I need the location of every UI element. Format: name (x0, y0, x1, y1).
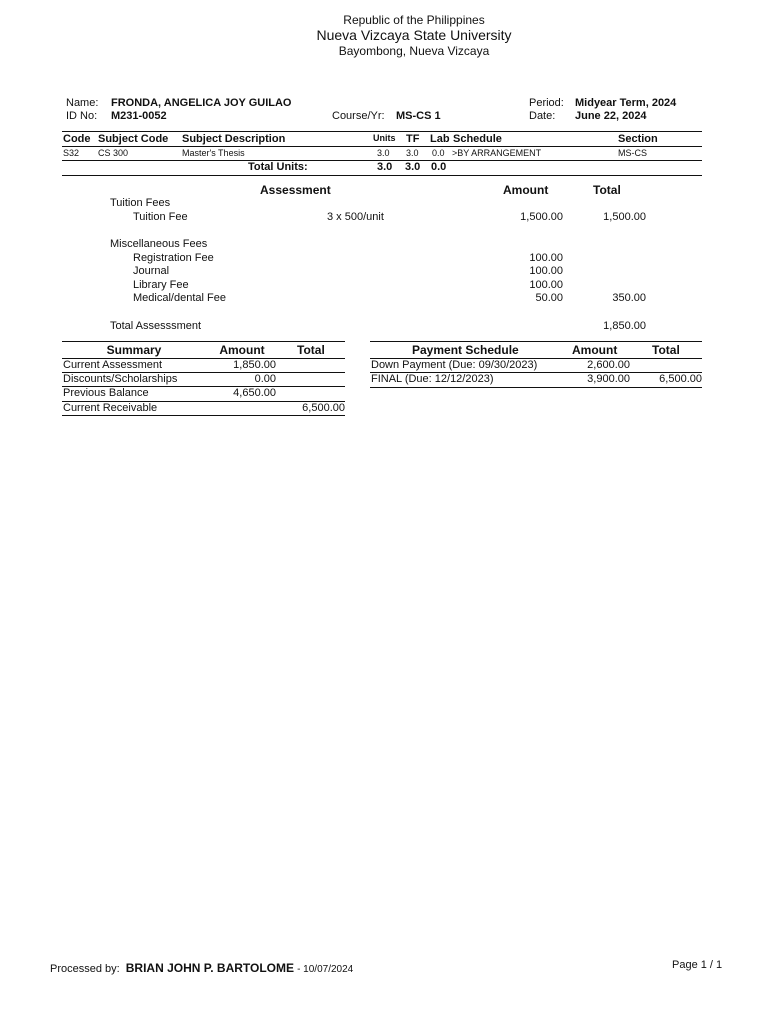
summary-row-label: Current Assessment (63, 359, 163, 371)
period-label: Period: (529, 97, 564, 109)
payment-bottom-rule (370, 387, 702, 388)
assessment-amount-heading: Amount (503, 183, 549, 197)
page-number: Page 1 / 1 (672, 959, 723, 971)
col-units: Units (373, 133, 396, 143)
summary-row-total: 6,500.00 (302, 402, 345, 414)
university-name: Nueva Vizcaya State University (316, 27, 512, 43)
tuition-amount: 1,500.00 (520, 211, 563, 223)
subjects-bottom-rule (62, 175, 702, 176)
row-units: 3.0 (377, 148, 390, 158)
misc-group-label: Miscellaneous Fees (110, 238, 208, 250)
period-value: Midyear Term, 2024 (575, 97, 677, 109)
tuition-fee-label: Tuition Fee (133, 211, 188, 223)
summary-row-label: Previous Balance (63, 387, 149, 399)
misc-item-label: Medical/dental Fee (133, 292, 226, 304)
total-tf-value: 3.0 (405, 161, 421, 173)
summary-bottom-rule (62, 415, 345, 416)
course-year: MS-CS 1 (396, 110, 441, 122)
total-assessment-label: Total Assesssment (110, 320, 202, 332)
payment-row-amount: 2,600.00 (587, 359, 630, 371)
row-code: S32 (63, 148, 80, 158)
col-subject-code: Subject Code (98, 133, 169, 145)
payment-total-heading: Total (652, 343, 680, 357)
total-lab-value: 0.0 (431, 161, 447, 173)
footer-processed (50, 961, 353, 975)
payment-row-amount: 3,900.00 (587, 373, 630, 385)
processed-date: - 10/07/2024 (297, 964, 354, 975)
subjects-top-rule (62, 131, 702, 132)
col-tf: TF (406, 133, 420, 145)
processed-by-label: Processed by: (50, 963, 120, 975)
row-subject-code: CS 300 (98, 148, 129, 158)
processed-by-name: BRIAN JOHN P. BARTOLOME (125, 961, 295, 975)
misc-item-amount: 50.00 (535, 292, 563, 304)
assessment-total-heading: Total (593, 183, 621, 197)
total-units-label: Total Units: (248, 161, 308, 173)
student-name: FRONDA, ANGELICA JOY GUILAO (111, 97, 292, 109)
misc-item-amount: 100.00 (529, 279, 563, 291)
total-assessment-value: 1,850.00 (603, 320, 646, 332)
payment-row-label: Down Payment (Due: 09/30/2023) (371, 359, 538, 371)
payment-row-total: 6,500.00 (659, 373, 702, 385)
subjects-header-rule (62, 146, 702, 147)
date-value: June 22, 2024 (575, 110, 647, 122)
tuition-total: 1,500.00 (603, 211, 646, 223)
misc-total: 350.00 (612, 292, 646, 304)
tuition-group-label: Tuition Fees (110, 197, 171, 209)
name-label: Name: (66, 97, 99, 109)
row-section: MS-CS (618, 148, 647, 158)
misc-item-label: Library Fee (133, 279, 189, 291)
course-label: Course/Yr: (332, 110, 385, 122)
tuition-rate: 3 x 500/unit (327, 211, 384, 223)
header-line-3: Bayombong, Nueva Vizcaya (338, 44, 490, 58)
summary-row-amount: 1,850.00 (233, 359, 276, 371)
summary-total-heading: Total (297, 343, 325, 357)
col-section: Section (618, 133, 658, 145)
col-schedule: Schedule (453, 133, 502, 145)
summary-row-amount: 0.00 (254, 373, 276, 385)
summary-row-label: Discounts/Scholarships (63, 373, 178, 385)
summary-row-label: Current Receivable (63, 402, 158, 414)
total-units-value: 3.0 (377, 161, 393, 173)
row-tf: 3.0 (406, 148, 419, 158)
misc-item-label: Journal (133, 265, 170, 277)
student-id: M231-0052 (111, 110, 167, 122)
date-label: Date: (529, 110, 556, 122)
col-code: Code (63, 133, 91, 145)
col-description: Subject Description (182, 133, 286, 145)
summary-amount-heading: Amount (219, 343, 265, 357)
payment-schedule-heading: Payment Schedule (412, 343, 519, 357)
summary-heading: Summary (106, 343, 162, 357)
payment-top-rule (370, 341, 702, 342)
summary-row-amount: 4,650.00 (233, 387, 276, 399)
row-lab: 0.0 (432, 148, 445, 158)
row-description: Master's Thesis (182, 148, 245, 158)
misc-item-amount: 100.00 (529, 265, 563, 277)
payment-row-label: FINAL (Due: 12/12/2023) (371, 373, 494, 385)
row-schedule: >BY ARRANGEMENT (452, 148, 542, 158)
assessment-heading: Assessment (260, 183, 331, 197)
header-line-1: Republic of the Philippines (343, 13, 485, 27)
summary-top-rule (62, 341, 345, 342)
payment-amount-heading: Amount (572, 343, 618, 357)
misc-item-amount: 100.00 (529, 252, 563, 264)
misc-item-label: Registration Fee (133, 252, 214, 264)
id-label: ID No: (66, 110, 98, 122)
col-lab: Lab (430, 133, 450, 145)
